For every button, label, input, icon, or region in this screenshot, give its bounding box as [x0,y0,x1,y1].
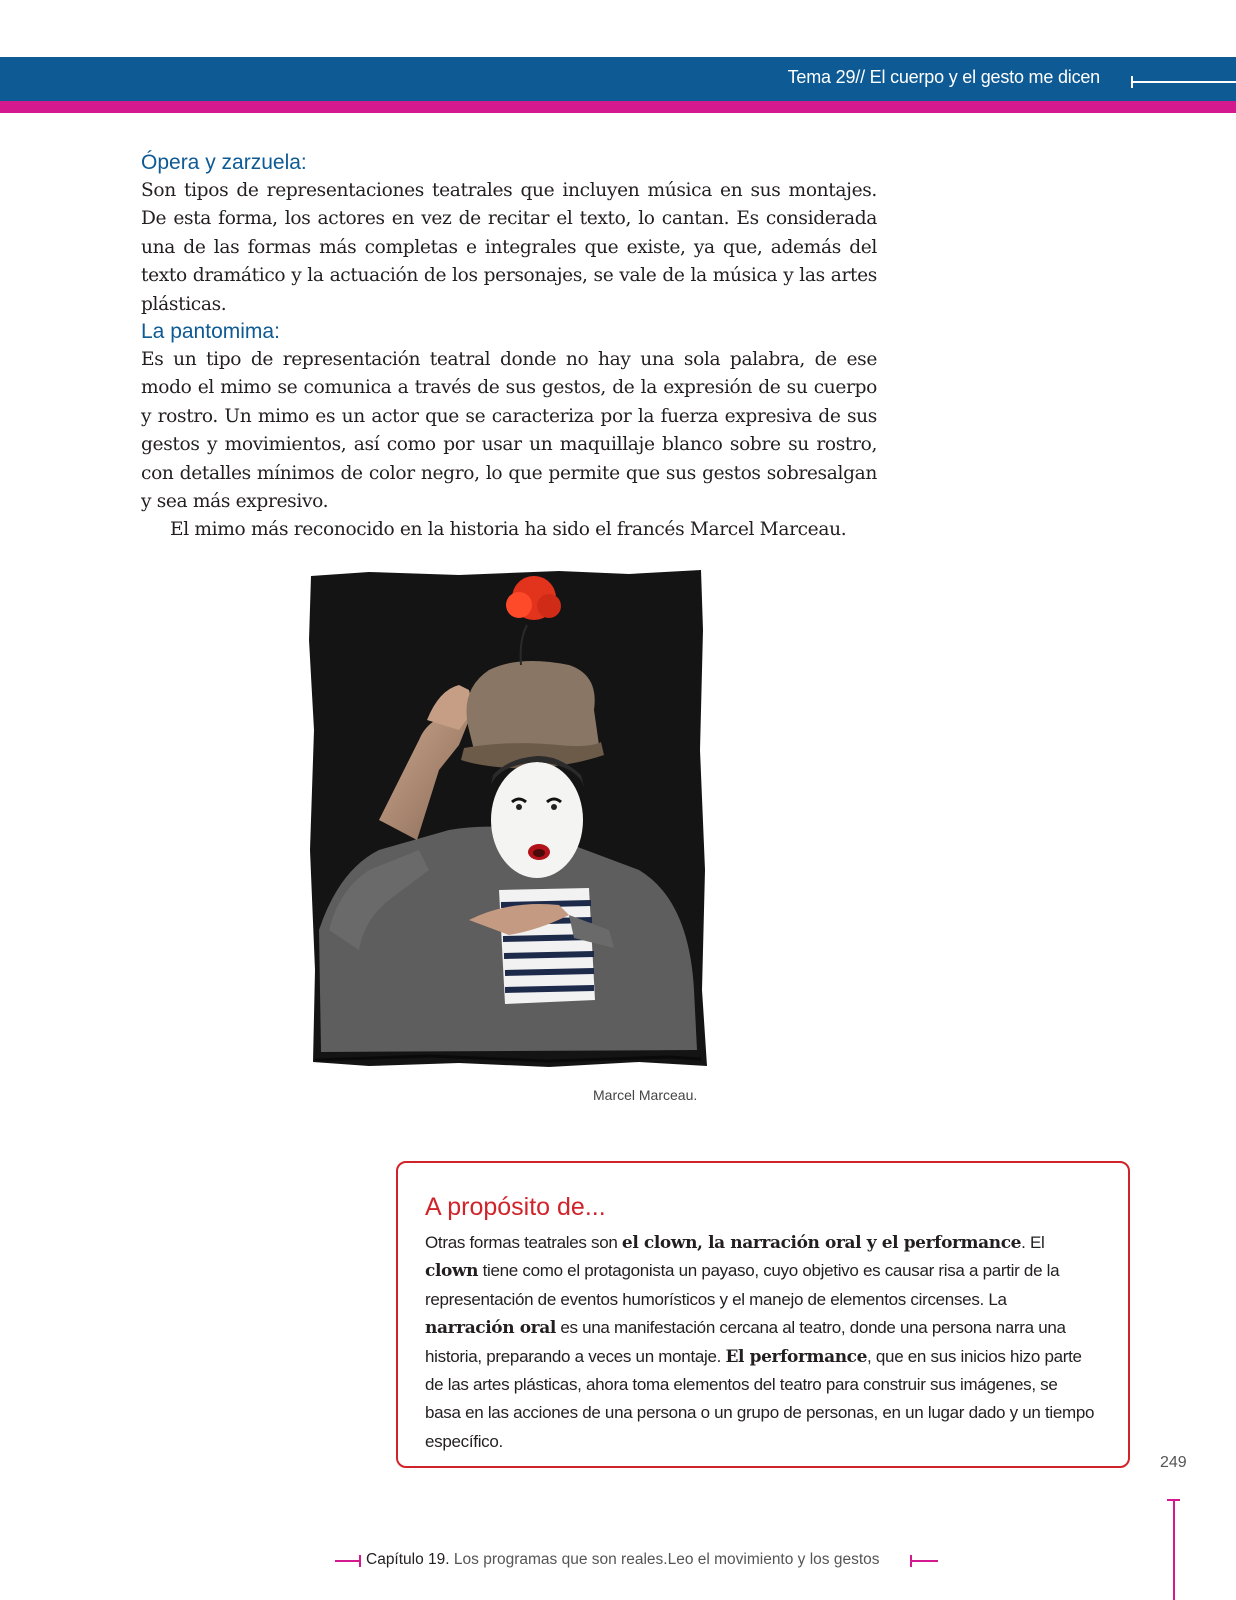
footer-tick-left [359,1555,361,1567]
footer-text [366,1551,880,1569]
box-text-run: , que en sus inicios hizo parte de las artes plásticas, ahora toma elementos del teatro para construir sus imágenes, se basa en las acciones de una persona o un grupo de personas, en un lugar dado y un tiempo específico. [425,1346,1095,1451]
section-heading: La pantomima: [141,320,280,343]
box-text-run: es una manifestación cercana al teatro, donde una persona narra una historia, preparando a veces un montaje. [425,1318,1066,1366]
info-box [396,1161,1130,1468]
info-box-text [425,1229,1097,1456]
box-text-run: Otras formas teatrales son [425,1233,622,1252]
info-box-title: A propósito de... [425,1193,606,1221]
header-rule [1131,81,1236,83]
photo-caption: Marcel Marceau. [593,1087,698,1103]
section-paragraph: Es un tipo de representación teatral donde no hay una sola palabra, de ese modo el mimo se comunica a través de sus gestos, de la expresión de su cuerpo y rostro. Un mimo es un actor que se caracteriza por la fuerza expresiva de sus gestos y movimientos, así como por usar un maquillaje blanco sobre su rostro, con detalles mínimos de color negro, lo que permite que sus gestos sobresalgan y sea más expresivo. [141,349,877,513]
footer-title: Los programas que son reales.Leo el movimiento y los gestos [449,1551,880,1568]
section-paragraph: El mimo más reconocido en la historia ha sido el francés Marcel Marceau. [170,519,847,541]
box-bold-term: narración oral [425,1318,556,1339]
section-paragraph: Son tipos de representaciones teatrales que incluyen música en sus montajes. De esta forma, los actores en vez de recitar el texto, lo cantan. Es considerada una de las formas más completas e integrales que existe, ya que, además del texto dramático y la actuación de los personajes, se vale de la música y las artes plásticas. [141,180,877,315]
page-number: 249 [1160,1454,1187,1471]
box-bold-term: el clown, la narración oral y el performance [621,1233,1022,1253]
footer-rule-left [335,1560,361,1562]
mime-photo [309,570,709,1070]
section-opera [141,148,877,319]
footer [335,1551,938,1571]
box-bold-term: clown [425,1261,479,1282]
header-title: Tema 29// El cuerpo y el gesto me dicen [787,67,1100,87]
footer-rule-right [910,1560,938,1562]
box-text-run: . El [1021,1233,1045,1252]
section-heading: Ópera y zarzuela: [141,151,307,174]
footer-chapter: Capítulo 19. [366,1551,450,1568]
box-text-run: tiene como el protagonista un payaso, cuyo objetivo es causar risa a partir de la representación de eventos humorísticos y el manejo de elementos circenses. La [425,1261,1060,1309]
margin-rule [1173,1499,1175,1600]
section-pantomima [141,317,877,545]
box-bold-term: El performance [725,1346,868,1367]
header-stripe [0,101,1236,113]
